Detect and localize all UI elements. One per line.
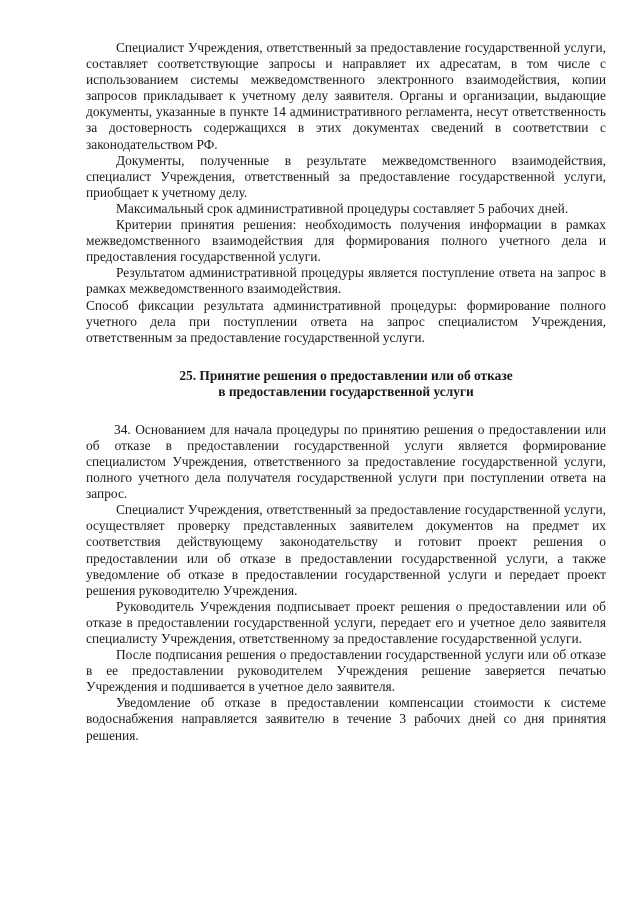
- document-page: [86, 40, 606, 744]
- section-heading-line-2: в предоставлении государственной услуги: [218, 384, 474, 400]
- paragraph: Руководитель Учреждения подписывает проект решения о предоставлении или об отказе в предоставлении государственной услуги, передает его и учетное дело заявителя специалисту Учреждения, ответственному за предоставление государственной услуги.: [86, 598, 606, 646]
- paragraph: Документы, полученные в результате межведомственного взаимодействия, специалист Учреждения, ответственный за предоставление государственной услуги, приобщает к учетному делу.: [86, 152, 606, 200]
- paragraph: Специалист Учреждения, ответственный за предоставление государственной услуги, составляет соответствующие запросы и направляет их адресатам, в том числе с использованием системы межведомственного электронного взаимодействия, копии запросов прикладывает к учетному делу заявителя. Органы и организации, выдающие документы, указанные в пункте 14 административного регламента, несут ответственность за достоверность содержащихся в этих документах сведений в соответствии с законодательством РФ.: [86, 40, 606, 152]
- section-heading-line-1: 25. Принятие решения о предоставлении или об отказе: [179, 367, 513, 383]
- clause-34: 34. Основанием для начала процедуры по принятию решения о предоставлении или об отказе в предоставлении государственной услуги является формирование специалистом Учреждения, ответственного за предоставление государственной услуги, полного учетного дела получателя государственной услуги при поступлении ответа на запрос.: [86, 421, 606, 502]
- paragraph: Максимальный срок административной процедуры составляет 5 рабочих дней.: [116, 200, 569, 216]
- fixation-paragraph: Способ фиксации результата административной процедуры: формирование полного учетного дела при поступлении ответа на запрос специалистом Учреждения, ответственным за предоставление государственной услуги.: [86, 297, 606, 345]
- paragraph: Критерии принятия решения: необходимость получения информации в рамках межведомственного взаимодействия для формирования полного учетного дела и предоставления государственной услуги.: [86, 217, 606, 265]
- paragraph: Результатом административной процедуры является поступление ответа на запрос в рамках межведомственного взаимодействия.: [86, 265, 606, 297]
- paragraph: Специалист Учреждения, ответственный за предоставление государственной услуги, осуществляет проверку представленных заявителем документов на предмет их соответствия действующему законодательству и готовит проект решения о предоставлении или об отказе в предоставлении государственной услуги, а также уведомление об отказе в предоставлении государственной услуги и передает проект решения руководителю Учреждения.: [86, 502, 606, 598]
- section-heading: [86, 368, 606, 401]
- paragraph: После подписания решения о предоставлении государственной услуги или об отказе в ее предоставлении руководителем Учреждения решение заверяется печатью Учреждения и подшивается в учетное дело заявителя.: [86, 647, 606, 695]
- paragraph: Уведомление об отказе в предоставлении компенсации стоимости к системе водоснабжения направляется заявителю в течение 3 рабочих дней со дня принятия решения.: [86, 695, 606, 743]
